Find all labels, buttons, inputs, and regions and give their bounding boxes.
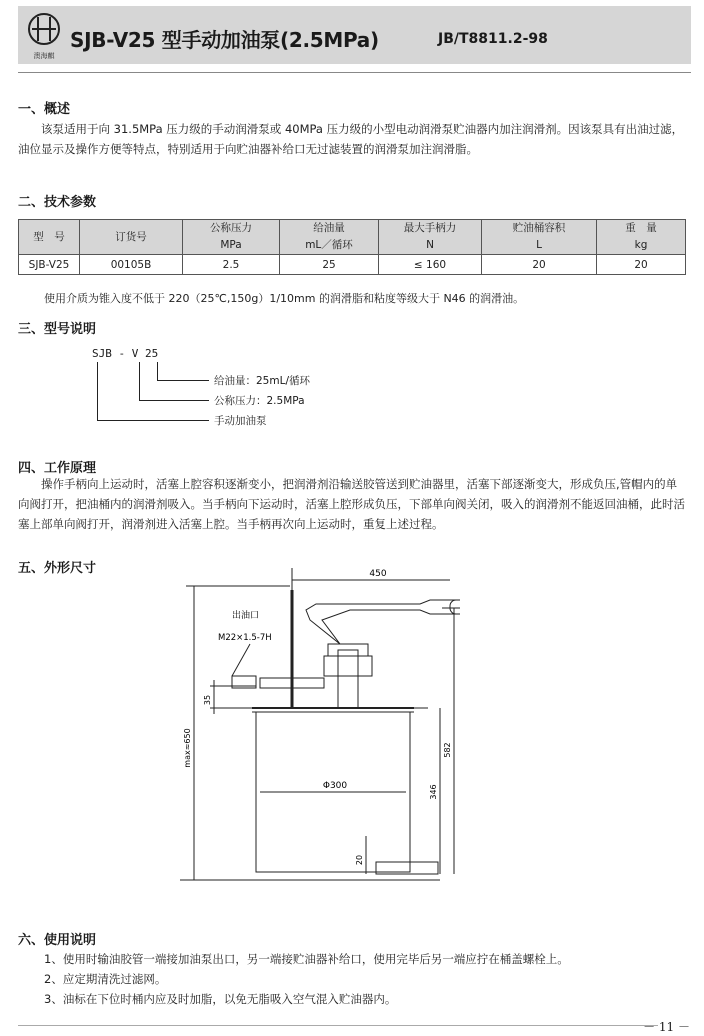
page-title: SJB-V25 型手动加油泵(2.5MPa) [70, 28, 379, 52]
header-cell-flow: 给油量 mL／循环 [280, 220, 379, 255]
header-cell-order-no: 订货号 [80, 220, 183, 255]
header-divider [18, 72, 691, 73]
leader-line-pressure-h [139, 400, 209, 401]
cell-model: SJB-V25 [19, 255, 80, 275]
footer-divider [18, 1025, 658, 1026]
dim-label-450: 450 [369, 569, 387, 579]
usage-item-1: 1、使用时输油胶管一端接加油泵出口，另一端接贮油器补给口，使用完毕后另一端应拧在桶盖螺栓上。 [44, 952, 569, 966]
leader-line-flow [157, 362, 158, 380]
pump-column [338, 650, 358, 708]
dim-label-650: max≈650 [183, 728, 192, 768]
header-cell-handle-force: 最大手柄力 N [379, 220, 482, 255]
leader-line-flow-h [157, 380, 209, 381]
cell-volume: 20 [482, 255, 597, 275]
logo-text: 澳海麒 [33, 52, 55, 60]
model-label-flow: 给油量：25mL/循环 [214, 375, 310, 387]
model-label-pump: 手动加油泵 [214, 415, 267, 427]
section-usage-title: 六、使用说明 [18, 933, 97, 948]
header-cell-pressure: 公称压力 MPa [183, 220, 280, 255]
dim-label-582: 582 [443, 742, 452, 758]
leader-line-pump [97, 362, 98, 420]
cell-weight: 20 [597, 255, 686, 275]
thread-label: M22×1.5-7H [218, 633, 272, 643]
spec-table [18, 219, 686, 275]
leader-line-pump-h [97, 420, 209, 421]
page-number: － 11 － [643, 1020, 690, 1034]
header-cell-volume: 贮油桶容积 L [482, 220, 597, 255]
section-overview-text: 该泵适用于向 31.5MPa 压力级的手动润滑泵或 40MPa 压力级的小型电动润滑泵贮油器内加注润滑剂。因该泵具有出油过滤，油位显示及操作方便等特点，特别适用于向贮油器补给口无过滤装置的润滑泵加注润滑脂。 [18, 122, 684, 156]
logo-emblem-icon [24, 11, 64, 51]
cell-flow: 25 [280, 255, 379, 275]
usage-item-3: 3、油标在下位时桶内应及时加脂，以免无脂吸入空气混入贮油器内。 [44, 992, 397, 1006]
dim-label-346: 346 [429, 784, 438, 800]
cell-pressure: 2.5 [183, 255, 280, 275]
dim-label-300: Φ300 [322, 781, 348, 791]
leader-line-pressure [139, 362, 140, 400]
header-band [18, 6, 691, 64]
section-dimensions-title: 五、外形尺寸 [18, 561, 97, 576]
section-specs-title: 二、技术参数 [18, 195, 97, 210]
table-row [19, 255, 686, 275]
medium-note: 使用介质为锥入度不低于 220（25℃,150g）1/10mm 的润滑脂和粘度等级大于 N46 的润滑油。 [44, 292, 525, 305]
section-overview-title: 一、概述 [18, 102, 71, 117]
outlet-label: 出油口 [232, 611, 260, 621]
section-principle-title: 四、工作原理 [18, 461, 97, 476]
section-model-title: 三、型号说明 [18, 322, 97, 337]
usage-item-2: 2、应定期清洗过滤网。 [44, 972, 167, 986]
dim-label-20: 20 [355, 854, 364, 866]
company-logo [24, 11, 64, 61]
standard-number: JB/T8811.2-98 [438, 31, 548, 47]
cell-order-no: 00105B [80, 255, 183, 275]
dim-label-35: 35 [203, 694, 212, 706]
spec-table-header-row [19, 220, 686, 255]
pump-handle [306, 600, 460, 644]
dimension-drawing [160, 560, 460, 895]
header-cell-model: 型 号 [19, 220, 80, 255]
model-label-pressure: 公称压力：2.5MPa [214, 395, 305, 407]
model-code: SJB - V 25 [92, 347, 159, 360]
cell-handle-force: ≤ 160 [379, 255, 482, 275]
header-cell-weight: 重 量 kg [597, 220, 686, 255]
section-principle-text: 操作手柄向上运动时，活塞上腔容积逐渐变小，把润滑剂沿输送胶管送到贮油器里，活塞下部逐渐变大，形成负压,管帽内的单向阀打开，把油桶内的润滑剂吸入。当手柄向下运动时，活塞上腔形成负压，下部单向阀关闭，吸入的润滑剂不能返回油桶，此时活塞上部单向阀打开，润滑剂进入活塞上腔。当手柄再次向上运动时，重复上述过程。 [18, 477, 685, 531]
